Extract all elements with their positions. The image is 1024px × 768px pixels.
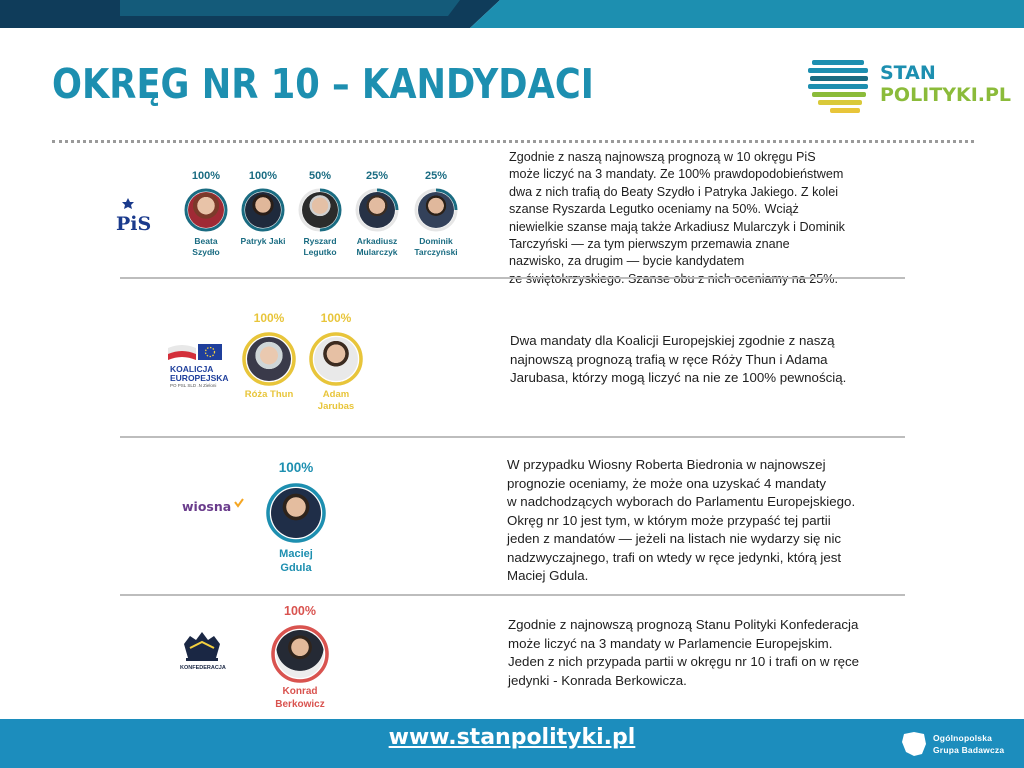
koalicja-logo-line-2: EUROPEJSKA	[170, 373, 229, 383]
candidate-name: Konrad Berkowicz	[275, 686, 325, 710]
section-description: Dwa mandaty dla Koalicji Europejskiej zgodnie z naszą najnowszą prognozą trafią w ręce Róży Thun i Adama Jarubasa, którzy mogą liczyć na nie ze 100% pewnością.	[510, 333, 847, 385]
pis-logo-text: PiS	[116, 213, 152, 234]
candidate-card	[240, 170, 286, 260]
candidate-percent: 100%	[191, 170, 221, 182]
konfederacja-emblem-icon	[180, 628, 224, 662]
candidate-card	[354, 170, 400, 260]
section-description: Zgodnie z naszą najnowszą prognozą w 10 okręgu PiS może liczyć na 3 mandaty. Ze 100% prawdopodobieństwem dwa z nich trafią do Beaty Szydło i Patryka Jakiego. Z kolei szanse Ryszarda Legutko oceniamy na 50%. Wciąż niewielkie szanse mają także Arkadiusz Mularczyk i Dominik Tarczyński — za tym pierwszym przemawia znane nazwisko, za drugim — bycie kandydatem ze świętokrzyskiego. Szanse obu z nich oceniamy na 25%.	[509, 150, 845, 286]
candidate-percent: 25%	[424, 170, 448, 182]
candidate-photo-avatar	[247, 337, 291, 381]
candidate-percent: 100%	[284, 604, 316, 618]
koalicja-europejska-logo	[166, 342, 229, 390]
candidate-card	[413, 170, 459, 260]
ogb-line-1: Ogólnopolska	[933, 733, 993, 743]
wiosna-logo-text: wiosna	[182, 499, 232, 514]
koalicja-logo-line-3: PO PSL SLD .N Zieloni	[170, 383, 217, 388]
footer-website-link[interactable]: www.stanpolityki.pl	[388, 725, 636, 750]
section-description: Zgodnie z najnowszą prognozą Stanu Polityki Konfederacja może liczyć na 3 mandaty w Parlamencie Europejskim. Jeden z nich przypada partii w okręgu nr 10 i trafi on w ręce jedynki - Konrada Berkowicza.	[508, 617, 860, 688]
candidate-photo-avatar	[188, 192, 224, 228]
section-description: W przypadku Wiosny Roberta Biedronia w najnowszej prognozie oceniamy, że może ona uzyskać 4 mandaty w nadchodzących wyborach do Parlamentu Europejskiego. Okręg nr 10 jest tym, w którym może przypaść tej partii jeden z mandatów — jeżeli na listach nie wydarzy się nic nadzwyczajnego, trafi on wtedy w ręce jedynki, którą jest Maciej Gdula.	[507, 457, 856, 583]
candidate-photo-avatar	[302, 192, 338, 228]
koalicja-logo-line-1: KOALICJA	[170, 364, 214, 374]
logo-line-1: STAN	[880, 62, 936, 84]
candidate-percent: 50%	[308, 170, 332, 182]
candidate-name: Ryszard Legutko	[303, 236, 337, 257]
candidate-card	[183, 170, 229, 260]
candidate-photo-avatar	[271, 488, 321, 538]
candidate-name: Arkadiusz Mularczyk	[356, 236, 398, 257]
ogb-logo	[900, 730, 1020, 760]
dotted-divider	[52, 140, 974, 143]
candidate-card	[297, 170, 343, 260]
logo-line-2: POLITYKI.PL	[880, 84, 1012, 106]
konfederacja-logo	[180, 628, 228, 676]
candidate-name: Róża Thun	[244, 389, 294, 400]
stanpolityki-stripes-icon	[808, 58, 870, 114]
candidate-photo-avatar	[314, 337, 358, 381]
candidate-name: Patryk Jaki	[240, 236, 286, 246]
poland-map-icon	[900, 730, 928, 758]
candidate-percent: 100%	[278, 460, 314, 475]
candidate-photo-avatar	[276, 630, 324, 678]
konfederacja-logo-text: KONFEDERACJA	[180, 665, 226, 671]
wiosna-check-icon	[234, 498, 244, 508]
candidate-name: Beata Szydło	[192, 236, 220, 257]
candidate-percent: 100%	[320, 311, 352, 325]
footer-bar	[0, 719, 1024, 768]
section-divider	[120, 436, 905, 438]
eu-flag-icon	[168, 342, 224, 362]
candidate-photo-avatar	[418, 192, 454, 228]
candidate-photo-avatar	[245, 192, 281, 228]
wiosna-logo	[182, 498, 246, 518]
section-divider	[120, 277, 905, 279]
stanpolityki-logo	[808, 58, 1012, 114]
candidate-card	[265, 460, 327, 575]
candidate-name: Maciej Gdula	[279, 548, 313, 574]
candidate-name: Dominik Tarczyński	[414, 236, 458, 257]
candidate-card	[270, 604, 330, 712]
pis-logo	[114, 196, 154, 234]
candidate-name: Adam Jarubas	[317, 389, 355, 412]
candidate-card	[308, 311, 364, 415]
ogb-line-2: Grupa Badawcza	[933, 745, 1005, 755]
candidate-percent: 100%	[253, 311, 285, 325]
candidate-photo-avatar	[359, 192, 395, 228]
candidate-percent: 25%	[365, 170, 389, 182]
page-title: OKRĘG NR 10 – KANDYDACI	[52, 60, 594, 108]
top-decorative-bar	[0, 0, 1024, 28]
candidate-card	[241, 311, 297, 415]
candidate-percent: 100%	[248, 170, 278, 182]
section-divider	[120, 594, 905, 596]
